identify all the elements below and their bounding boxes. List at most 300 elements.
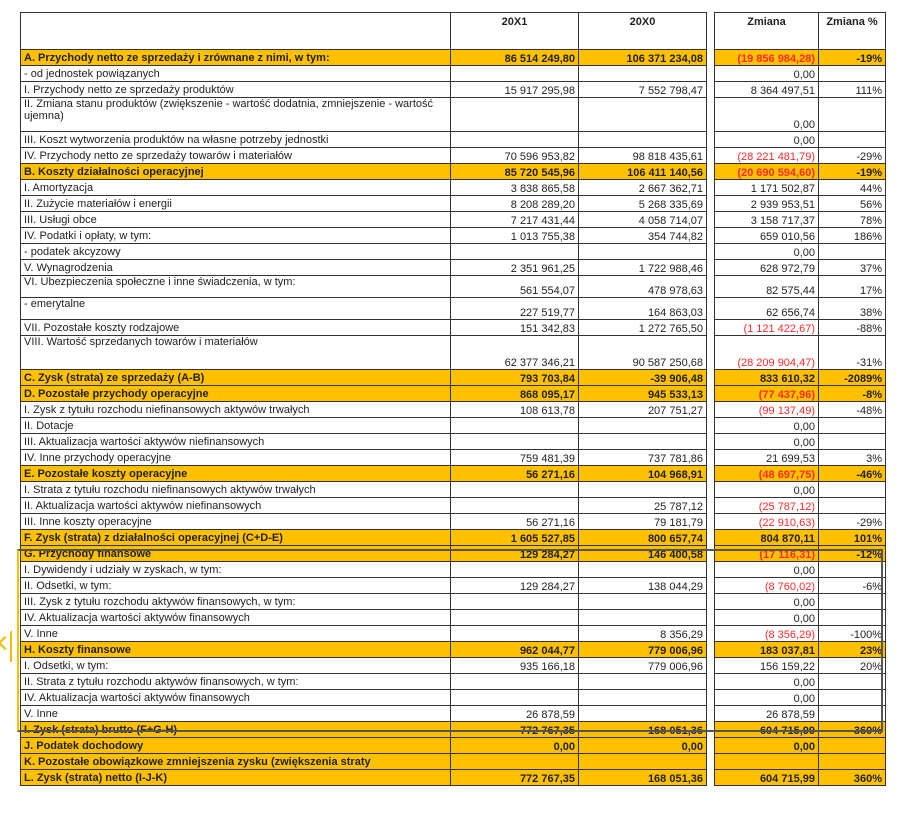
table-row <box>21 82 707 98</box>
row-change: 0,00 <box>715 418 819 434</box>
row-label: V. Inne <box>21 706 451 722</box>
row-value-20x0 <box>579 674 707 690</box>
row-value-20x1 <box>451 626 579 642</box>
row-value-20x1 <box>451 244 579 260</box>
row-change-pct: 360% <box>819 722 886 738</box>
row-label: G. Przychody finansowe <box>21 546 451 562</box>
row-label: B. Koszty działalności operacyjnej <box>21 164 451 180</box>
row-change: 604 715,99 <box>715 770 819 786</box>
change-header-row <box>715 13 886 50</box>
row-label: I. Amortyzacja <box>21 180 451 196</box>
row-value-20x1: 0,00 <box>451 738 579 754</box>
row-change-pct <box>819 482 886 498</box>
row-value-20x0 <box>579 690 707 706</box>
row-label: II. Aktualizacja wartości aktywów niefinansowych <box>21 498 451 514</box>
row-label: IV. Inne przychody operacyjne <box>21 450 451 466</box>
row-label: IV. Podatki i opłaty, w tym: <box>21 228 451 244</box>
row-change-pct: 20% <box>819 658 886 674</box>
change-row <box>715 260 886 276</box>
row-value-20x0: 207 751,27 <box>579 402 707 418</box>
row-change-pct: -19% <box>819 50 886 66</box>
change-table <box>714 12 886 786</box>
table-row <box>21 212 707 228</box>
row-change-pct <box>819 66 886 82</box>
row-value-20x1: 1 013 755,38 <box>451 228 579 244</box>
row-value-20x1 <box>451 482 579 498</box>
row-value-20x1: 108 613,78 <box>451 402 579 418</box>
row-label: K. Pozostałe obowiązkowe zmniejszenia zysku (zwiększenia straty <box>21 754 451 770</box>
table-row <box>21 578 707 594</box>
row-label: - od jednostek powiązanych <box>21 66 451 82</box>
row-label: VII. Pozostałe koszty rodzajowe <box>21 320 451 336</box>
row-change: 26 878,59 <box>715 706 819 722</box>
row-change-pct <box>819 706 886 722</box>
row-label: F. Zysk (strata) z działalności operacyjnej (C+D-E) <box>21 530 451 546</box>
row-change-pct <box>819 610 886 626</box>
row-change: (19 856 984,28) <box>715 50 819 66</box>
row-label: E. Pozostałe koszty operacyjne <box>21 466 451 482</box>
row-change: 604 715,99 <box>715 722 819 738</box>
row-value-20x1 <box>451 498 579 514</box>
row-label: II. Strata z tytułu rozchodu aktywów finansowych, w tym: <box>21 674 451 690</box>
row-label: - emerytalne <box>21 298 451 320</box>
section-row <box>21 386 707 402</box>
row-value-20x0 <box>579 418 707 434</box>
row-value-20x0: 168 051,36 <box>579 722 707 738</box>
row-change-pct <box>819 132 886 148</box>
table-row <box>21 132 707 148</box>
row-change-pct: 17% <box>819 276 886 298</box>
table-row <box>21 434 707 450</box>
row-value-20x0 <box>579 562 707 578</box>
table-row <box>21 450 707 466</box>
row-value-20x1: 962 044,77 <box>451 642 579 658</box>
row-value-20x0: 5 268 335,69 <box>579 196 707 212</box>
row-change-pct <box>819 434 886 450</box>
section-row <box>21 770 707 786</box>
row-value-20x1 <box>451 754 579 770</box>
change-row <box>715 244 886 260</box>
row-change-pct: 56% <box>819 196 886 212</box>
row-value-20x0: 0,00 <box>579 738 707 754</box>
row-value-20x1: 772 767,35 <box>451 722 579 738</box>
row-value-20x1: 7 217 431,44 <box>451 212 579 228</box>
row-value-20x1 <box>451 610 579 626</box>
row-value-20x0: 8 356,29 <box>579 626 707 642</box>
row-value-20x0: 90 587 250,68 <box>579 336 707 370</box>
change-row <box>715 50 886 66</box>
change-row <box>715 276 886 298</box>
row-value-20x0 <box>579 594 707 610</box>
change-row <box>715 66 886 82</box>
change-row <box>715 498 886 514</box>
table-row <box>21 244 707 260</box>
row-value-20x0 <box>579 434 707 450</box>
row-change: 82 575,44 <box>715 276 819 298</box>
row-change: 833 610,32 <box>715 370 819 386</box>
row-change: (28 209 904,47) <box>715 336 819 370</box>
table-row <box>21 706 707 722</box>
row-change: (20 690 594,60) <box>715 164 819 180</box>
row-change-pct: 23% <box>819 642 886 658</box>
header-year-1: 20X1 <box>451 13 579 50</box>
table-row <box>21 196 707 212</box>
row-label: III. Aktualizacja wartości aktywów niefinansowych <box>21 434 451 450</box>
row-value-20x0: 146 400,58 <box>579 546 707 562</box>
table-row <box>21 562 707 578</box>
section-row <box>21 370 707 386</box>
row-change-pct: -8% <box>819 386 886 402</box>
row-change: 0,00 <box>715 66 819 82</box>
section-row <box>21 642 707 658</box>
table-row <box>21 594 707 610</box>
table-row <box>21 336 707 370</box>
table-row <box>21 298 707 320</box>
row-value-20x1: 759 481,39 <box>451 450 579 466</box>
row-change-pct: 360% <box>819 770 886 786</box>
row-change: 628 972,79 <box>715 260 819 276</box>
header-change: Zmiana <box>715 13 819 50</box>
row-change-pct: -46% <box>819 466 886 482</box>
row-value-20x1: 793 703,84 <box>451 370 579 386</box>
row-change-pct: 111% <box>819 82 886 98</box>
row-value-20x1 <box>451 66 579 82</box>
row-value-20x0: 2 667 362,71 <box>579 180 707 196</box>
row-change-pct <box>819 594 886 610</box>
row-label: I. Przychody netto ze sprzedaży produktów <box>21 82 451 98</box>
row-value-20x1 <box>451 98 579 132</box>
row-label: II. Zużycie materiałów i energii <box>21 196 451 212</box>
row-change-pct: -48% <box>819 402 886 418</box>
row-change <box>715 754 819 770</box>
change-row <box>715 164 886 180</box>
row-value-20x1: 1 605 527,85 <box>451 530 579 546</box>
row-value-20x1: 772 767,35 <box>451 770 579 786</box>
row-label: IV. Aktualizacja wartości aktywów finansowych <box>21 690 451 706</box>
row-value-20x0: 104 968,91 <box>579 466 707 482</box>
change-row <box>715 212 886 228</box>
row-value-20x1 <box>451 434 579 450</box>
row-change: (99 137,49) <box>715 402 819 418</box>
header-change-pct: Zmiana % <box>819 13 886 50</box>
change-row <box>715 336 886 370</box>
row-value-20x0 <box>579 754 707 770</box>
row-change-pct: 44% <box>819 180 886 196</box>
table-row <box>21 276 707 298</box>
row-value-20x1 <box>451 418 579 434</box>
row-label: VIII. Wartość sprzedanych towarów i materiałów <box>21 336 451 370</box>
row-value-20x0: 98 818 435,61 <box>579 148 707 164</box>
change-row <box>715 738 886 754</box>
row-value-20x1 <box>451 690 579 706</box>
row-value-20x1 <box>451 132 579 148</box>
row-value-20x0 <box>579 132 707 148</box>
row-value-20x0: 4 058 714,07 <box>579 212 707 228</box>
table-row <box>21 514 707 530</box>
row-value-20x0: 779 006,96 <box>579 642 707 658</box>
row-change: 0,00 <box>715 738 819 754</box>
section-row <box>21 738 707 754</box>
change-row <box>715 594 886 610</box>
table-row <box>21 148 707 164</box>
row-value-20x0: 800 657,74 <box>579 530 707 546</box>
row-value-20x1: 3 838 865,58 <box>451 180 579 196</box>
change-row <box>715 386 886 402</box>
row-value-20x1 <box>451 594 579 610</box>
row-value-20x0: 164 863,03 <box>579 298 707 320</box>
change-row <box>715 610 886 626</box>
row-change: 0,00 <box>715 594 819 610</box>
income-statement-table <box>20 12 707 786</box>
row-change: 1 171 502,87 <box>715 180 819 196</box>
row-change: 0,00 <box>715 434 819 450</box>
change-row <box>715 658 886 674</box>
row-change-pct: -12% <box>819 546 886 562</box>
section-row <box>21 546 707 562</box>
row-value-20x0: 79 181,79 <box>579 514 707 530</box>
header-label <box>21 13 451 50</box>
row-change: (8 760,02) <box>715 578 819 594</box>
row-label: I. Strata z tytułu rozchodu niefinansowych aktywów trwałych <box>21 482 451 498</box>
header-year-0: 20X0 <box>579 13 707 50</box>
row-change-pct <box>819 738 886 754</box>
row-label: III. Koszt wytworzenia produktów na własne potrzeby jednostki <box>21 132 451 148</box>
change-row <box>715 530 886 546</box>
row-change: 0,00 <box>715 674 819 690</box>
row-value-20x1: 129 284,27 <box>451 546 579 562</box>
table-row <box>21 482 707 498</box>
row-change-pct: 186% <box>819 228 886 244</box>
row-value-20x0: 1 272 765,50 <box>579 320 707 336</box>
row-value-20x0: 737 781,86 <box>579 450 707 466</box>
row-value-20x0 <box>579 706 707 722</box>
bracket-arrow-icon <box>0 630 12 662</box>
header-row <box>21 13 707 50</box>
row-value-20x0: 779 006,96 <box>579 658 707 674</box>
row-value-20x1: 56 271,16 <box>451 514 579 530</box>
change-row <box>715 482 886 498</box>
row-value-20x0 <box>579 482 707 498</box>
row-label: III. Inne koszty operacyjne <box>21 514 451 530</box>
row-label: II. Zmiana stanu produktów (zwiększenie - wartość dodatnia, zmniejszenie - wartość ujemna) <box>21 98 451 132</box>
row-change-pct: -31% <box>819 336 886 370</box>
change-row <box>715 98 886 132</box>
row-change-pct: 101% <box>819 530 886 546</box>
row-change-pct: 78% <box>819 212 886 228</box>
table-row <box>21 418 707 434</box>
change-row <box>715 180 886 196</box>
change-row <box>715 546 886 562</box>
row-value-20x0: 138 044,29 <box>579 578 707 594</box>
row-change: (22 910,63) <box>715 514 819 530</box>
row-label: IV. Przychody netto ze sprzedaży towarów i materiałów <box>21 148 451 164</box>
row-change: 804 870,11 <box>715 530 819 546</box>
row-change: (17 116,31) <box>715 546 819 562</box>
row-change: 0,00 <box>715 98 819 132</box>
row-value-20x1: 15 917 295,98 <box>451 82 579 98</box>
row-change-pct <box>819 244 886 260</box>
row-change: 183 037,81 <box>715 642 819 658</box>
row-value-20x0 <box>579 98 707 132</box>
change-row <box>715 722 886 738</box>
change-row <box>715 320 886 336</box>
row-change-pct: -6% <box>819 578 886 594</box>
row-change: 0,00 <box>715 562 819 578</box>
row-value-20x1: 70 596 953,82 <box>451 148 579 164</box>
table-row <box>21 658 707 674</box>
row-value-20x0: 945 533,13 <box>579 386 707 402</box>
row-label: D. Pozostałe przychody operacyjne <box>21 386 451 402</box>
row-value-20x1: 2 351 961,25 <box>451 260 579 276</box>
row-change: 62 656,74 <box>715 298 819 320</box>
table-row <box>21 66 707 82</box>
row-change-pct <box>819 418 886 434</box>
row-label: VI. Ubezpieczenia społeczne i inne świadczenia, w tym: <box>21 276 451 298</box>
row-change: 21 699,53 <box>715 450 819 466</box>
table-row <box>21 98 707 132</box>
row-label: V. Inne <box>21 626 451 642</box>
row-change-pct: -19% <box>819 164 886 180</box>
income-statement-body <box>21 13 707 786</box>
row-value-20x0: 7 552 798,47 <box>579 82 707 98</box>
row-value-20x0: 354 744,82 <box>579 228 707 244</box>
change-row <box>715 434 886 450</box>
change-row <box>715 674 886 690</box>
row-change: (77 437,96) <box>715 386 819 402</box>
change-row <box>715 82 886 98</box>
table-row <box>21 180 707 196</box>
change-row <box>715 578 886 594</box>
row-change: (8 356,29) <box>715 626 819 642</box>
change-row <box>715 770 886 786</box>
row-change: 3 158 717,37 <box>715 212 819 228</box>
change-row <box>715 450 886 466</box>
row-value-20x0 <box>579 66 707 82</box>
table-row <box>21 320 707 336</box>
row-change-pct <box>819 754 886 770</box>
change-row <box>715 642 886 658</box>
row-label: I. Zysk (strata) brutto (F+G-H) <box>21 722 451 738</box>
section-row <box>21 722 707 738</box>
row-value-20x1: 85 720 545,96 <box>451 164 579 180</box>
table-row <box>21 498 707 514</box>
row-value-20x1 <box>451 562 579 578</box>
change-row <box>715 626 886 642</box>
row-label: I. Odsetki, w tym: <box>21 658 451 674</box>
row-change: 8 364 497,51 <box>715 82 819 98</box>
row-label: H. Koszty finansowe <box>21 642 451 658</box>
change-row <box>715 196 886 212</box>
row-label: III. Zysk z tytułu rozchodu aktywów finansowych, w tym: <box>21 594 451 610</box>
row-label: - podatek akcyzowy <box>21 244 451 260</box>
row-value-20x0: 1 722 988,46 <box>579 260 707 276</box>
row-change: (1 121 422,67) <box>715 320 819 336</box>
row-value-20x0: -39 906,48 <box>579 370 707 386</box>
row-change: 0,00 <box>715 482 819 498</box>
row-value-20x1: 935 166,18 <box>451 658 579 674</box>
row-label: C. Zysk (strata) ze sprzedaży (A-B) <box>21 370 451 386</box>
row-change: (48 697,75) <box>715 466 819 482</box>
table-row <box>21 626 707 642</box>
section-row <box>21 530 707 546</box>
row-change-pct: -88% <box>819 320 886 336</box>
row-value-20x0 <box>579 610 707 626</box>
row-value-20x1: 62 377 346,21 <box>451 336 579 370</box>
row-change-pct: -29% <box>819 514 886 530</box>
row-value-20x1: 8 208 289,20 <box>451 196 579 212</box>
row-change-pct: 38% <box>819 298 886 320</box>
row-change: 0,00 <box>715 610 819 626</box>
table-row <box>21 690 707 706</box>
row-label: I. Dywidendy i udziały w zyskach, w tym: <box>21 562 451 578</box>
row-change-pct <box>819 562 886 578</box>
change-row <box>715 466 886 482</box>
row-value-20x0: 478 978,63 <box>579 276 707 298</box>
row-label: II. Dotacje <box>21 418 451 434</box>
row-change: 659 010,56 <box>715 228 819 244</box>
table-row <box>21 674 707 690</box>
row-label: J. Podatek dochodowy <box>21 738 451 754</box>
row-change-pct <box>819 674 886 690</box>
change-row <box>715 754 886 770</box>
section-row <box>21 50 707 66</box>
table-row <box>21 402 707 418</box>
section-row <box>21 754 707 770</box>
section-row <box>21 164 707 180</box>
row-value-20x1: 868 095,17 <box>451 386 579 402</box>
row-change: (28 221 481,79) <box>715 148 819 164</box>
row-value-20x1: 227 519,77 <box>451 298 579 320</box>
row-value-20x1: 86 514 249,80 <box>451 50 579 66</box>
change-row <box>715 562 886 578</box>
change-row <box>715 690 886 706</box>
row-value-20x0: 25 787,12 <box>579 498 707 514</box>
change-row <box>715 370 886 386</box>
row-change: 0,00 <box>715 132 819 148</box>
row-change-pct: -2089% <box>819 370 886 386</box>
row-change-pct <box>819 98 886 132</box>
row-value-20x1: 26 878,59 <box>451 706 579 722</box>
row-value-20x0: 168 051,36 <box>579 770 707 786</box>
row-value-20x0: 106 371 234,08 <box>579 50 707 66</box>
row-value-20x0: 106 411 140,56 <box>579 164 707 180</box>
row-value-20x1 <box>451 674 579 690</box>
table-row <box>21 260 707 276</box>
row-label: IV. Aktualizacja wartości aktywów finansowych <box>21 610 451 626</box>
change-row <box>715 298 886 320</box>
row-label: L. Zysk (strata) netto (I-J-K) <box>21 770 451 786</box>
row-value-20x1: 56 271,16 <box>451 466 579 482</box>
row-label: A. Przychody netto ze sprzedaży i zrównane z nimi, w tym: <box>21 50 451 66</box>
row-change: 0,00 <box>715 690 819 706</box>
change-row <box>715 706 886 722</box>
row-change: (25 787,12) <box>715 498 819 514</box>
row-change-pct <box>819 498 886 514</box>
row-change-pct: 3% <box>819 450 886 466</box>
section-row <box>21 466 707 482</box>
row-label: I. Zysk z tytułu rozchodu niefinansowych aktywów trwałych <box>21 402 451 418</box>
row-value-20x1: 151 342,83 <box>451 320 579 336</box>
row-change-pct <box>819 690 886 706</box>
row-change: 0,00 <box>715 244 819 260</box>
change-row <box>715 402 886 418</box>
row-label: II. Odsetki, w tym: <box>21 578 451 594</box>
change-row <box>715 514 886 530</box>
row-label: III. Usługi obce <box>21 212 451 228</box>
change-row <box>715 418 886 434</box>
row-label: V. Wynagrodzenia <box>21 260 451 276</box>
row-change-pct: -100% <box>819 626 886 642</box>
